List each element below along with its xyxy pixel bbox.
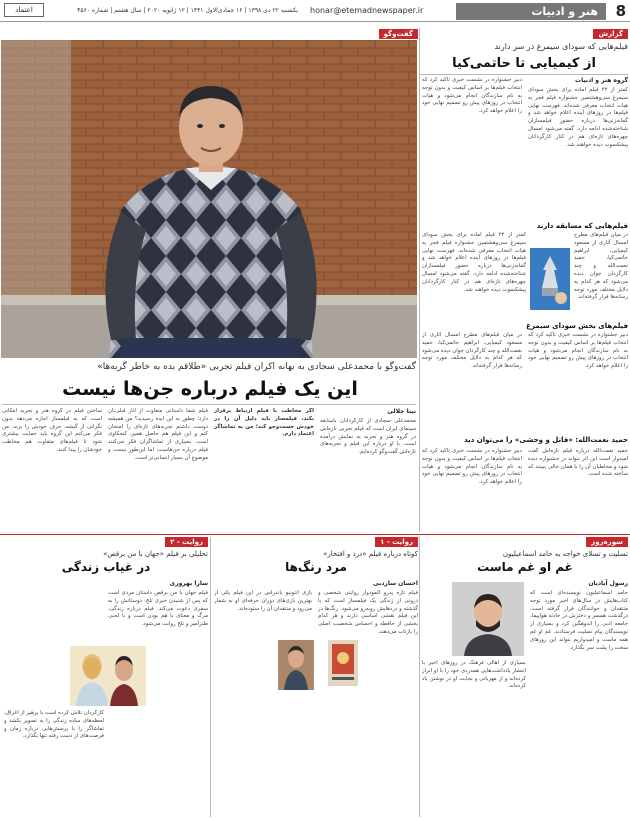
interview-body-col-1: ساختن فیلم در گروه هنر و تجربه امکانی است که به فیلمساز اجازه می‌دهد بدون نگرانی از گیشه، حرف خودش را بزند. من فکر می‌کنم این گروه باید حمایت بیشتری شود تا فیلم‌های متفاوت هم مخاطب خودشان را پیدا کنند. [2, 408, 102, 453]
interview-kicker: گفت‌وگو با محمدعلی سجادی به بهانه اکران فیلم تجربی «طلاقم بده به خاطر گربه‌ها» [97, 362, 416, 372]
portrait-illustration [1, 40, 417, 358]
report-kicker: فیلم‌هایی که سودای سیمرغ در سر دارند [494, 42, 628, 51]
newspaper-logo: اعتماد [4, 3, 44, 17]
interview-lead: محمدعلی سجادی از کارگردانان باسابقه سینمای ایران است که فیلم تجربی تازه‌اش در گروه هنر و تجربه به نمایش درآمده است. با او درباره این فیلم و تجربه‌های تازه‌اش گفت‌وگو کرده‌ایم. [320, 418, 416, 456]
obituary-tag-bar [420, 537, 628, 546]
film-cast-photo [70, 646, 146, 706]
obituary-author: رسول آبادیان [588, 580, 628, 587]
review1-body-col-1: فیلم تازه پدرو آلمودوار روایتی شخصی و درونی از زندگی یک فیلمساز است که با گذشته و دردهایش روبه‌رو می‌شود. رنگ‌ها در این فیلم نقشی اساسی دارند و هر کدام بخشی از حافظه و احساس شخصیت اصلی را بازتاب می‌دهند. [318, 590, 418, 635]
film-poster-photo [328, 640, 358, 686]
divider [419, 537, 420, 817]
interview-body-col-2: فیلم شما داستانی متفاوت از آثار قبلی‌تان دارد؛ چطور به این ایده رسیدید؟ من همیشه دوست داشتم تجربه‌های تازه‌ای را امتحان کنم و این فیلم هم حاصل همین کنجکاوی است. بسیاری از تماشاگران فکر می‌کنند فیلم درباره جن‌هاست، اما این‌طور نیست و موضوع آن بسیار انسانی‌تر است. [108, 408, 208, 461]
divider [0, 534, 630, 535]
report-headline: از کیمیایی تا حاتمی‌کیا [452, 56, 596, 71]
simorgh-statuette-photo [530, 248, 570, 310]
review1-tag-bar [212, 537, 418, 546]
report-body-col-8: دبیر جشنواره در نشست خبری تاکید کرد که انتخاب فیلم‌ها بر اساس کیفیت و بدون توجه به نام سازندگان انجام می‌شود و هیات انتخاب در روزهای پیش رو تصمیم نهایی خود را اعلام خواهد کرد. [422, 448, 522, 486]
interview-tag-bar [0, 29, 418, 39]
review2-kicker: تحلیلی بر فیلم «جهان با من برقص» [103, 550, 208, 558]
dateline: یکشنبه ۲۲ دی ۱۳۹۸ | ۱۶ جمادی‌الاول ۱۴۴۱ | ۱۲ ژانویه ۲۰۲۰ | سال هشتم | شماره ۴۵۶۰ [77, 7, 298, 14]
divider [420, 74, 628, 75]
review2-body-col-1: فیلم جهان با من برقص داستان مردی است که پس از شنیدن خبری تلخ، دوستانش را به سفری دعوت می‌کند. فیلم درباره زندگی، مرگ و معنای با هم بودن است و با لحنی طنزآمیز و تلخ روایت می‌شود. [108, 590, 208, 628]
review1-author: احسان ساردبی [373, 580, 418, 587]
report-body-col-7: حمید نعمت‌الله درباره فیلم تازه‌اش گفت امیدوار است این اثر بتواند در جشنواره دیده شود و مخاطبان آن را با همان حالی ببینند که ساخته شده است. [528, 448, 628, 478]
report-tag: گزارش [593, 29, 628, 39]
report-body-col-2: دبیر جشنواره در نشست خبری تاکید کرد که انتخاب فیلم‌ها بر اساس کیفیت و بدون توجه به نام سازندگان انجام می‌شود و هیات انتخاب در روزهای پیش رو تصمیم نهایی خود را اعلام خواهد کرد. [422, 77, 522, 115]
divider [2, 404, 416, 405]
report-subhead-2: فیلم‌های بخش سودای سیمرغ [526, 322, 628, 330]
review2-author: سارا بهروزی [169, 580, 208, 587]
interview-pull-quote: اگر مخاطب با فیلم ارتباط برقرار نکند، فیلمساز باید دلیل آن را در خودش جست‌وجو کند؛ من به تماشاگر اعتماد دارم. [214, 408, 314, 438]
masthead-bar [0, 0, 630, 22]
review1-headline: مرد رنگ‌ها [285, 560, 347, 574]
divider [419, 28, 420, 532]
obituary-body-col-1: حامد اسماعیلیون نویسنده‌ای است که کتاب‌هایش در سال‌های اخیر مورد توجه منتقدان و خوانندگان قرار گرفته است. درگذشت همسر و دخترش در حادثه هواپیما، جامعه ادبی را اندوهگین کرد و بسیاری از نویسندگان پیام تسلیت فرستادند. غم او غم همه ماست و امیدواریم بتواند این روزهای سخت را پشت سر بگذارد. [530, 590, 628, 651]
report-subhead-3: حمید نعمت‌الله: «قاتل و وحشی» را می‌توان دید [464, 436, 628, 444]
review1-body-col-2: بازی آنتونیو باندراس در این فیلم یکی از بهترین بازی‌های دوران حرفه‌ای او به شمار می‌رود و منتقدان آن را ستوده‌اند. [214, 590, 312, 612]
obituary-tag: سوره‌روز [586, 537, 628, 547]
report-body-col-5: دبیر جشنواره در نشست خبری تاکید کرد که انتخاب فیلم‌ها بر اساس کیفیت و بدون توجه به نام سازندگان انجام می‌شود و هیات انتخاب در روزهای پیش رو تصمیم نهایی خود را اعلام خواهد کرد. [528, 332, 628, 370]
report-subhead-1: فیلم‌هایی که مسابقه دارند [536, 222, 628, 230]
report-group-label: گروه هنر و ادبیات [575, 77, 628, 84]
report-body-col-1: کمتر از ۲۲ فیلم آماده برای بخش سودای سیمرغ سی‌وهشتمین جشنواره فیلم فجر به هیات انتخاب معرفی شده‌اند. فهرست نهایی فیلم‌ها در روزهای آینده اعلام خواهد شد و گمانه‌زنی‌ها درباره حضور فیلمسازان شناخته‌شده ادامه دارد. گفته می‌شود امسال چهره‌های تازه‌ای هم در کنار کارگردانان پیشکسوت دیده خواهند شد. [528, 87, 628, 148]
review2-tag: روایت - ۲ [165, 537, 208, 547]
obituary-headline: غم او غم ماست [477, 560, 573, 574]
review2-headline: در غیاب زندگی [61, 560, 151, 574]
report-tag-bar [420, 29, 628, 39]
review2-tag-bar [2, 537, 208, 546]
interview-tag: گفت‌وگو [379, 29, 418, 39]
obituary-body-col-2: بسیاری از اهالی فرهنگ در روزهای اخیر با انتشار یادداشت‌هایی همدردی خود را با او ابراز کرده‌اند و از مهربانی و نجابت او در نوشتن یاد کرده‌اند. [422, 660, 526, 690]
author-portrait-photo [452, 582, 524, 656]
page-number: 8 [615, 2, 626, 20]
review1-tag: روایت - ۱ [375, 537, 418, 547]
section-title: هنر و ادبیات [456, 3, 606, 20]
report-body-col-4: کمتر از ۲۲ فیلم آماده برای بخش سودای سیمرغ سی‌وهشتمین جشنواره فیلم فجر به هیات انتخاب معرفی شده‌اند. فهرست نهایی فیلم‌ها در روزهای آینده اعلام خواهد شد و گمانه‌زنی‌ها درباره حضور فیلمسازان شناخته‌شده ادامه دارد. گفته می‌شود امسال چهره‌های تازه‌ای هم در کنار کارگردانان پیشکسوت دیده خواهند شد. [422, 232, 526, 293]
review2-body-col-2: کارگردان تلاش کرده است با پرهیز از اغراق، لحظه‌های ساده زندگی را به تصویر بکشد و تماشاگر را با پرسش‌هایی درباره زمان و فرصت‌های از دست رفته تنها بگذارد. [4, 710, 104, 740]
report-body-col-6: در میان فیلم‌های مطرح امسال آثاری از مسعود کیمیایی، ابراهیم حاتمی‌کیا، حمید نعمت‌الله و چند کارگردان جوان دیده می‌شود که هر کدام به دلایل مختلف مورد توجه رسانه‌ها قرار گرفته‌اند. [422, 332, 522, 370]
section-email[interactable]: honar@etemadnewspaper.ir [310, 6, 424, 15]
review1-kicker: کوتاه درباره فیلم «درد و افتخار» [323, 550, 418, 558]
obituary-kicker: تسلیت و تسلای خواجه به حامد اسماعیلیون [502, 550, 628, 558]
interview-headline: این یک فیلم درباره جن‌ها نیست [62, 378, 358, 400]
divider [210, 537, 211, 817]
interview-byline: نینا جلالی [387, 408, 416, 415]
interview-photo [1, 40, 417, 358]
report-body-col-3: در میان فیلم‌های مطرح امسال آثاری از مسعود کیمیایی، ابراهیم حاتمی‌کیا، حمید نعمت‌الله و چند کارگردان جوان دیده می‌شود که هر کدام به دلایل مختلف مورد توجه رسانه‌ها قرار گرفته‌اند. [574, 232, 628, 301]
